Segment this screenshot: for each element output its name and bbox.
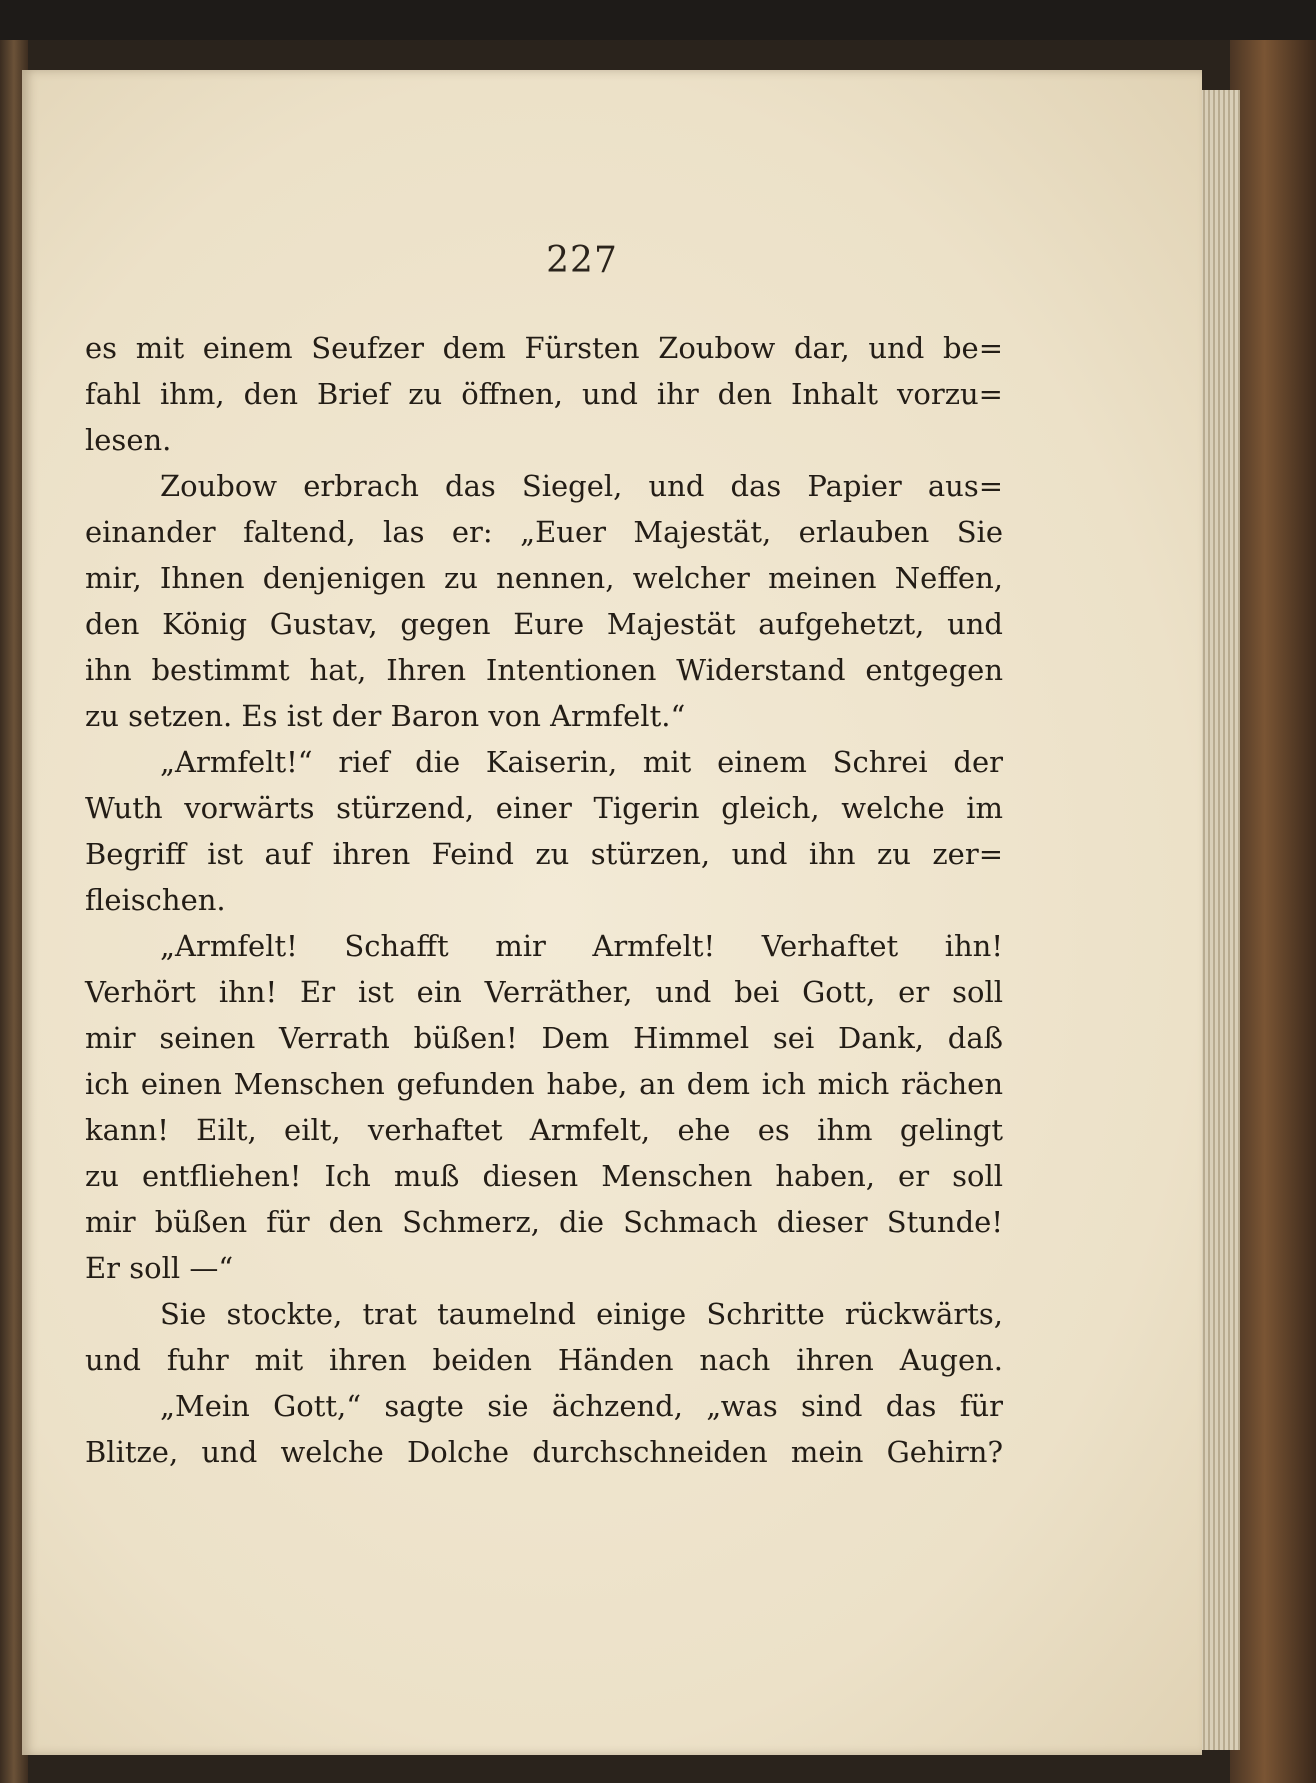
text-line: kann! Eilt, eilt, verhaftet Armfelt, ehe es ihm gelingt xyxy=(85,1113,1003,1147)
body-text xyxy=(85,325,1003,1475)
text-line: ich einen Menschen gefunden habe, an dem ich mich rächen xyxy=(85,1067,1003,1101)
text-line: ihn bestimmt hat, Ihren Intentionen Widerstand entgegen xyxy=(85,653,1003,687)
text-line: Wuth vorwärts stürzend, einer Tigerin gleich, welche im xyxy=(85,791,1003,825)
text-line: Blitze, und welche Dolche durchschneiden mein Gehirn? xyxy=(85,1435,1003,1469)
text-line: „Armfelt! Schafft mir Armfelt! Verhaftet ihn! xyxy=(160,929,1003,963)
text-line: fahl ihm, den Brief zu öffnen, und ihr den Inhalt vorzu= xyxy=(85,377,1003,411)
text-line: Verhört ihn! Er ist ein Verräther, und bei Gott, er soll xyxy=(85,975,1003,1009)
text-line: zu entfliehen! Ich muß diesen Menschen haben, er soll xyxy=(85,1159,1003,1193)
text-line: es mit einem Seufzer dem Fürsten Zoubow dar, und be= xyxy=(85,331,1003,365)
text-line: mir seinen Verrath büßen! Dem Himmel sei Dank, daß xyxy=(85,1021,1003,1055)
text-line: und fuhr mit ihren beiden Händen nach ihren Augen. xyxy=(85,1343,1003,1377)
text-line: den König Gustav, gegen Eure Majestät aufgehetzt, und xyxy=(85,607,1003,641)
text-line: lesen. xyxy=(85,423,172,457)
top-background xyxy=(0,0,1316,40)
book-cover-edge xyxy=(1230,40,1316,1783)
text-line: fleischen. xyxy=(85,883,226,917)
text-line: einander faltend, las er: „Euer Majestät, erlauben Sie xyxy=(85,515,1003,549)
text-line: „Armfelt!“ rief die Kaiserin, mit einem Schrei der xyxy=(160,745,1003,779)
text-line: Er soll —“ xyxy=(85,1251,234,1285)
text-line: Zoubow erbrach das Siegel, und das Papier aus= xyxy=(160,469,1003,503)
text-line: „Mein Gott,“ sagte sie ächzend, „was sind das für xyxy=(160,1389,1003,1423)
text-line: zu setzen. Es ist der Baron von Armfelt.“ xyxy=(85,699,686,733)
text-line: mir büßen für den Schmerz, die Schmach dieser Stunde! xyxy=(85,1205,1003,1239)
text-line: mir, Ihnen denjenigen zu nennen, welcher meinen Neffen, xyxy=(85,561,1003,595)
text-line: Sie stockte, trat taumelnd einige Schritte rückwärts, xyxy=(160,1297,1003,1331)
page-number: 227 xyxy=(546,240,618,281)
book-page xyxy=(22,70,1202,1755)
text-line: Begriff ist auf ihren Feind zu stürzen, und ihn zu zer= xyxy=(85,837,1003,871)
